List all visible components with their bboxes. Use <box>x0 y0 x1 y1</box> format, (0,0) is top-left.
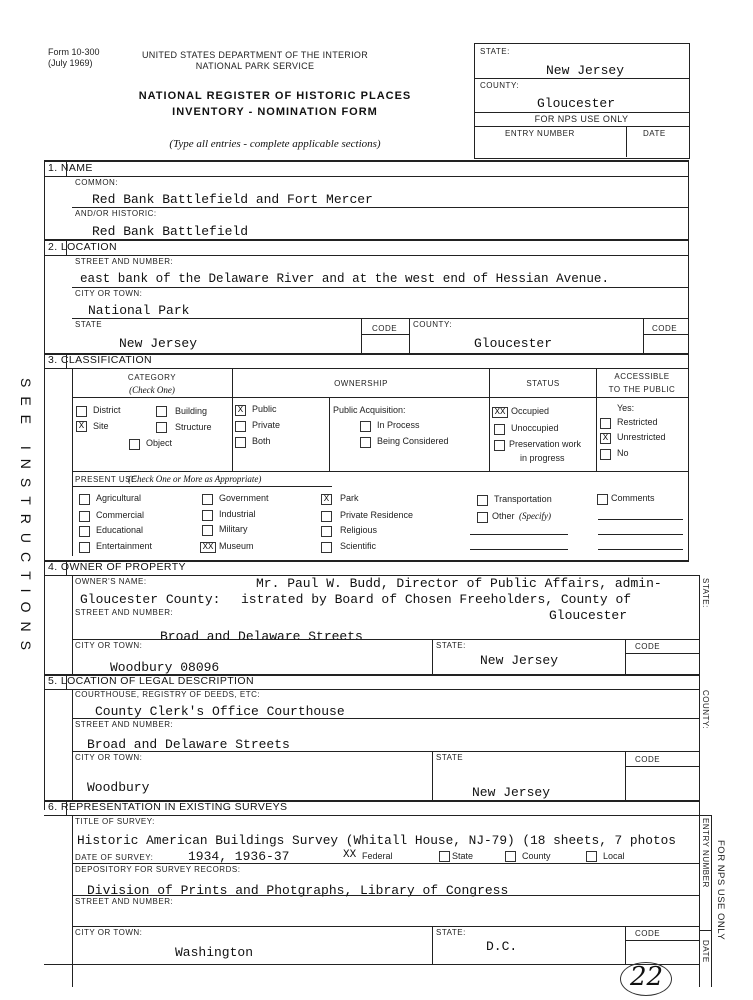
agricultural-checkbox[interactable] <box>79 494 90 505</box>
owner-name-line-1: Mr. Paul W. Budd, Director of Public Affairs, admin- <box>256 576 662 591</box>
unoccupied-checkbox[interactable] <box>494 424 505 435</box>
common-label: COMMON: <box>75 178 119 187</box>
federal-label: Federal <box>362 851 393 861</box>
courthouse: County Clerk's Office Courthouse <box>95 704 345 719</box>
present-use-sub: (Check One or More as Appropriate) <box>128 474 262 484</box>
location-county-label: COUNTY: <box>413 320 453 329</box>
section-6-title: 6. REPRESENTATION IN EXISTING SURVEYS <box>48 801 288 813</box>
category-sub: (Check One) <box>129 385 175 395</box>
owner-name-line-2a: Gloucester County: <box>80 592 221 607</box>
owner-street: Broad and Delaware Streets <box>160 629 363 644</box>
museum-label: Museum <box>219 541 254 551</box>
occupied-checkbox[interactable]: XX <box>492 407 508 418</box>
survey-city-label: CITY OR TOWN: <box>75 928 143 937</box>
survey-street-label: STREET AND NUMBER: <box>75 897 174 906</box>
transportation-label: Transportation <box>494 494 552 504</box>
survey-title-label: TITLE OF SURVEY: <box>75 817 155 826</box>
unrestricted-label: Unrestricted <box>617 432 666 442</box>
top-county-label: COUNTY: <box>480 81 520 90</box>
unrestricted-checkbox[interactable]: X <box>600 433 611 444</box>
section-5-title: 5. LOCATION OF LEGAL DESCRIPTION <box>48 675 254 687</box>
survey-city: Washington <box>175 945 254 960</box>
section-3-title: 3. CLASSIFICATION <box>48 354 153 366</box>
margin-entry-label: ENTRY NUMBER <box>701 818 710 888</box>
page-number: 22 <box>630 962 664 992</box>
depository: Division of Prints and Photgraphs, Library of Congress <box>87 883 509 898</box>
being-considered-label: Being Considered <box>377 436 449 446</box>
access-yes-label: Yes: <box>617 403 635 413</box>
district-label: District <box>93 405 121 415</box>
margin-county-label: COUNTY: <box>701 690 710 730</box>
private-checkbox[interactable] <box>235 421 246 432</box>
comments-checkbox[interactable] <box>597 494 608 505</box>
industrial-checkbox[interactable] <box>202 510 213 521</box>
depository-label: DEPOSITORY FOR SURVEY RECORDS: <box>75 865 241 874</box>
location-code2-label: CODE <box>652 324 678 333</box>
legal-city: Woodbury <box>87 780 150 795</box>
religious-label: Religious <box>340 525 378 535</box>
state-survey-label: State <box>452 851 474 861</box>
local-survey-label: Local <box>603 851 625 861</box>
legal-code-label: CODE <box>635 755 661 764</box>
public-checkbox[interactable]: X <box>235 405 246 416</box>
educational-checkbox[interactable] <box>79 526 90 537</box>
government-checkbox[interactable] <box>202 494 213 505</box>
section-2-title: 2. LOCATION <box>48 241 117 253</box>
top-state-value: New Jersey <box>546 63 625 78</box>
structure-checkbox[interactable] <box>156 422 167 433</box>
preservation-label-2: in progress <box>520 453 565 463</box>
location-street: east bank of the Delaware River and at the west end of Hessian Avenue. <box>80 272 610 286</box>
entertainment-label: Entertainment <box>96 541 153 551</box>
unoccupied-label: Unoccupied <box>511 423 559 433</box>
county-survey-checkbox[interactable] <box>505 851 516 862</box>
form-title-1: NATIONAL REGISTER OF HISTORIC PLACES <box>138 90 412 102</box>
legal-state-label: STATE <box>436 753 464 762</box>
legal-city-label: CITY OR TOWN: <box>75 753 143 762</box>
legal-street: Broad and Delaware Streets <box>87 737 290 752</box>
top-date-label: DATE <box>643 129 666 138</box>
site-label: Site <box>93 421 109 431</box>
owner-state: New Jersey <box>480 653 559 668</box>
top-nps-label: FOR NPS USE ONLY <box>534 114 629 124</box>
commercial-checkbox[interactable] <box>79 511 90 522</box>
federal-mark[interactable]: XX <box>343 849 357 861</box>
location-county: Gloucester <box>474 336 553 351</box>
park-label: Park <box>340 493 359 503</box>
owner-name-line-3: Gloucester <box>549 608 628 623</box>
public-label: Public <box>252 404 277 414</box>
historic-label: AND/OR HISTORIC: <box>75 209 157 218</box>
courthouse-label: COURTHOUSE, REGISTRY OF DEEDS, ETC: <box>75 690 261 699</box>
survey-state-label: STATE: <box>436 928 466 937</box>
restricted-label: Restricted <box>617 417 658 427</box>
survey-title: Historic American Buildings Survey (Whitall House, NJ-79) (18 sheets, 7 photos <box>77 833 676 848</box>
building-label: Building <box>175 406 208 416</box>
survey-date: 1934, 1936-37 <box>188 849 290 864</box>
survey-state: D.C. <box>486 939 518 954</box>
in-process-checkbox[interactable] <box>360 421 371 432</box>
top-county-value: Gloucester <box>537 96 616 111</box>
section-1-title: 1. NAME <box>48 162 93 174</box>
access-header-1: ACCESSIBLE <box>614 372 670 381</box>
object-checkbox[interactable] <box>129 439 140 450</box>
in-process-label: In Process <box>377 420 420 430</box>
both-label: Both <box>252 436 271 446</box>
comments-label: Comments <box>611 493 655 503</box>
restricted-checkbox[interactable] <box>600 418 611 429</box>
owner-code-label: CODE <box>635 642 661 651</box>
location-street-label: STREET AND NUMBER: <box>75 257 174 266</box>
see-instructions: SEE INSTRUCTIONS <box>18 378 34 659</box>
transportation-checkbox[interactable] <box>477 495 488 506</box>
service: NATIONAL PARK SERVICE <box>195 61 315 71</box>
common-name: Red Bank Battlefield and Fort Mercer <box>92 192 373 207</box>
location-state-label: STATE <box>75 320 103 329</box>
private-residence-label: Private Residence <box>340 510 414 520</box>
military-checkbox[interactable] <box>202 525 213 536</box>
industrial-label: Industrial <box>219 509 256 519</box>
district-checkbox[interactable] <box>76 406 87 417</box>
present-use-label: PRESENT USE <box>75 475 137 484</box>
form-title-2: INVENTORY - NOMINATION FORM <box>172 106 378 118</box>
structure-label: Structure <box>175 422 212 432</box>
owner-street-label: STREET AND NUMBER: <box>75 608 174 617</box>
scientific-checkbox[interactable] <box>321 542 332 553</box>
other-specify: (Specify) <box>519 511 551 521</box>
other-checkbox[interactable] <box>477 512 488 523</box>
location-city-label: CITY OR TOWN: <box>75 289 143 298</box>
location-code-label: CODE <box>372 324 398 333</box>
agricultural-label: Agricultural <box>96 493 142 503</box>
top-entry-label: ENTRY NUMBER <box>505 129 575 138</box>
state-survey-checkbox[interactable] <box>439 851 450 862</box>
occupied-label: Occupied <box>511 406 550 416</box>
instructions: (Type all entries - complete applicable sections) <box>169 138 381 150</box>
survey-code-label: CODE <box>635 929 661 938</box>
other-label: Other <box>492 511 515 521</box>
no-label: No <box>617 448 629 458</box>
park-checkbox[interactable]: X <box>321 494 332 505</box>
top-state-label: STATE: <box>480 47 510 56</box>
owner-state-label: STATE: <box>436 641 466 650</box>
entertainment-checkbox[interactable] <box>79 542 90 553</box>
military-label: Military <box>219 524 248 534</box>
commercial-label: Commercial <box>96 510 145 520</box>
acquisition-label: Public Acquisition: <box>333 405 406 415</box>
owner-city-label: CITY OR TOWN: <box>75 641 143 650</box>
category-header: CATEGORY <box>127 373 177 382</box>
margin-state-label: STATE: <box>701 578 710 608</box>
being-considered-checkbox[interactable] <box>360 437 371 448</box>
legal-street-label: STREET AND NUMBER: <box>75 720 174 729</box>
private-residence-checkbox[interactable] <box>321 511 332 522</box>
form-date: (July 1969) <box>48 58 93 68</box>
building-checkbox[interactable] <box>156 406 167 417</box>
survey-date-label: DATE OF SURVEY: <box>75 853 154 862</box>
object-label: Object <box>146 438 173 448</box>
educational-label: Educational <box>96 525 144 535</box>
local-survey-checkbox[interactable] <box>586 851 597 862</box>
owner-name-line-2b: istrated by Board of Chosen Freeholders, County of <box>241 592 632 607</box>
access-header-2: TO THE PUBLIC <box>608 385 676 394</box>
preservation-checkbox[interactable] <box>494 440 505 451</box>
museum-checkbox[interactable]: XX <box>200 542 216 553</box>
department: UNITED STATES DEPARTMENT OF THE INTERIOR <box>141 50 369 60</box>
scientific-label: Scientific <box>340 541 377 551</box>
legal-state: New Jersey <box>472 785 551 800</box>
historic-name: Red Bank Battlefield <box>92 224 249 239</box>
owner-city: Woodbury 08096 <box>110 660 220 675</box>
no-checkbox[interactable] <box>600 449 611 460</box>
both-checkbox[interactable] <box>235 437 246 448</box>
margin-nps-label: FOR NPS USE ONLY <box>715 840 726 941</box>
owner-name-label: OWNER'S NAME: <box>75 577 147 586</box>
religious-checkbox[interactable] <box>321 526 332 537</box>
preservation-label-1: Preservation work <box>509 439 582 449</box>
county-survey-label: County <box>522 851 551 861</box>
private-label: Private <box>252 420 281 430</box>
section-4-title: 4. OWNER OF PROPERTY <box>48 561 186 573</box>
ownership-header: OWNERSHIP <box>334 379 388 388</box>
status-header: STATUS <box>526 379 560 388</box>
location-city: National Park <box>88 303 190 318</box>
margin-date-label: DATE <box>701 940 710 963</box>
location-state: New Jersey <box>119 336 198 351</box>
government-label: Government <box>219 493 269 503</box>
form-number: Form 10-300 <box>48 47 100 57</box>
site-checkbox[interactable]: X <box>76 421 87 432</box>
